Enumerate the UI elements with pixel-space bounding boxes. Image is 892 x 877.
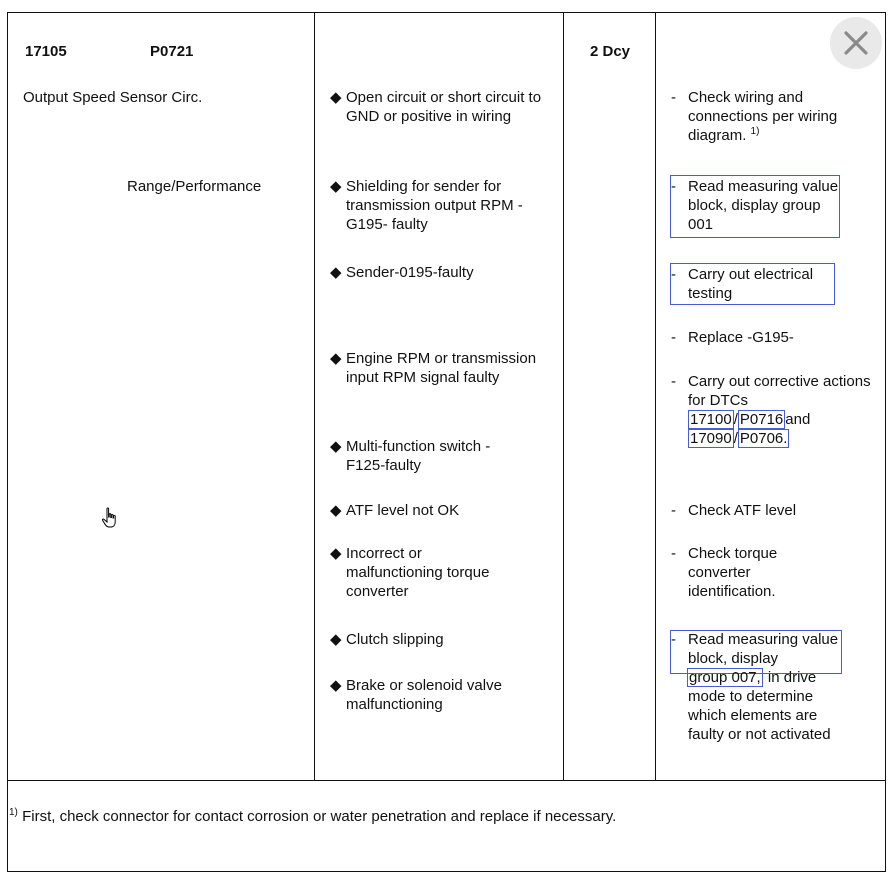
dtc-link-17100[interactable]: 17100 [690,411,732,428]
remedy-item: - Replace -G195- [671,329,794,346]
diamond-bullet-icon: ◆ [330,89,342,106]
dtc-link-p0716[interactable]: P0716 [739,411,784,428]
cause-item: ◆ Incorrect or malfunctioning torque converter [330,545,490,600]
fault-subtitle: Range/Performance [127,178,262,195]
cause-item: ◆ Engine RPM or transmission input RPM signal faulty [330,350,537,386]
diamond-bullet-icon: ◆ [330,350,342,367]
dtc-link-17090[interactable]: 17090 [690,430,732,447]
remedy-item: - Check wiring and connections per wiring diagram. $^{1)}$ [671,89,838,144]
fault-title: Output Speed Sensor Circ. [23,89,203,106]
remedy-item: - Check ATF level [671,502,797,519]
footnote-divider [7,780,886,781]
column-divider-3 [655,12,656,780]
cause-item: ◆ Shielding for sender for transmission output RPM -G195- faulty [330,178,523,233]
cause-item: ◆ Brake or solenoid valve malfunctioning [330,677,502,713]
cause-item: ◆ Multi-function switch - F125-faulty [330,438,491,474]
diamond-bullet-icon: ◆ [330,545,342,562]
cause-item: ◆ Clutch slipping [330,631,444,648]
column-divider-1 [314,12,315,780]
footnote-text: First, check connector for contact corrosion or water penetration and replace if necessary. [22,808,617,825]
diamond-bullet-icon: ◆ [330,631,342,648]
remedy-link-display-group-001[interactable]: - Read measuring value block, display group 001 [671,178,839,233]
remedy-link-display-group-007[interactable]: - Read measuring value block, display group 007, in drive mode to determine which elements are faulty or not activated [671,631,839,743]
hand-pointer-icon [101,507,119,529]
remedy-link-electrical-testing[interactable]: - Carry out electrical testing [671,266,814,302]
diamond-bullet-icon: ◆ [330,438,342,455]
cause-item: ◆ Sender-0195-faulty [330,264,474,281]
remedy-item: - Carry out corrective actions for DTCs 17100 / P0716 and 17090 / P0706. [671,373,871,447]
dtc-link-p0706[interactable]: P0706. [739,430,788,447]
cause-item: ◆ ATF level not OK [330,502,460,519]
diamond-bullet-icon: ◆ [330,264,342,281]
dtc-code: 17105 [25,43,67,60]
close-button[interactable] [830,17,882,69]
remedy-item: - Check torque converter identification. [671,545,778,600]
footnote [9,807,616,826]
footnote-mark: 1) [9,807,18,818]
cause-item: ◆ Open circuit or short circuit to GND or positive in wiring [330,89,542,125]
column-divider-2 [563,12,564,780]
close-icon [843,30,869,56]
obd-code: P0721 [150,43,194,60]
drive-cycle-status: 2 Dcy [590,43,631,60]
link-group-007[interactable]: group 007, [689,669,761,686]
diamond-bullet-icon: ◆ [330,677,342,694]
diamond-bullet-icon: ◆ [330,178,342,195]
diamond-bullet-icon: ◆ [330,502,342,519]
